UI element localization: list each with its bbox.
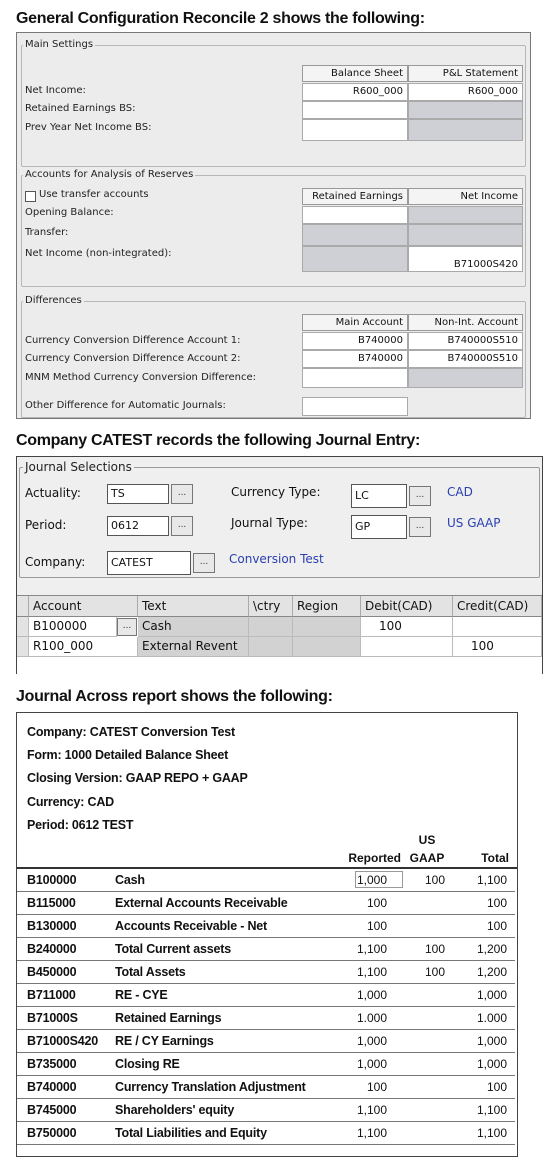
report-row: [17, 1053, 515, 1076]
company-description: Conversion Test: [229, 552, 324, 566]
grid-row-2-country[interactable]: [249, 637, 293, 657]
grid-header-credit[interactable]: Credit(CAD): [453, 596, 542, 617]
report-row-us-gaap: 100: [424, 965, 445, 979]
col-non-int-account: Non-Int. Account: [408, 314, 523, 331]
col-retained-earnings: Retained Earnings: [302, 188, 408, 205]
report-row-total: 1,000: [476, 1057, 507, 1071]
report-row-total: 1,100: [476, 1126, 507, 1140]
report-row-name: RE - CYE: [115, 988, 168, 1002]
grid-row-1-account[interactable]: B100000: [29, 617, 117, 637]
report-row-reported: 1.000: [356, 1011, 387, 1025]
period-browse-button[interactable]: ...: [171, 516, 193, 536]
report-row-code: B735000: [27, 1057, 77, 1071]
report-row-code: B750000: [27, 1126, 77, 1140]
report-row-code: B71000S: [27, 1011, 78, 1025]
report-row-us-gaap: 100: [424, 942, 445, 956]
grid-row-1-text[interactable]: Cash: [138, 617, 249, 637]
grid-row-2-debit[interactable]: [361, 637, 453, 657]
col-header-us: US: [418, 833, 436, 847]
report-currency-line: Currency: CAD: [27, 795, 114, 809]
net-income-label: Net Income:: [25, 85, 86, 96]
net-income-non-integrated-ni-field[interactable]: B71000S420: [408, 246, 523, 272]
period-label: Period:: [25, 518, 67, 532]
transfer-label: Transfer:: [25, 227, 69, 238]
report-row: [17, 1122, 515, 1145]
grid-row-1-region[interactable]: [293, 617, 361, 637]
report-row-code: B711000: [27, 988, 76, 1002]
report-row-name: Accounts Receivable - Net: [115, 919, 267, 933]
net-income-bs-field[interactable]: R600_000: [302, 83, 408, 101]
grid-header-account[interactable]: Account: [29, 596, 138, 617]
grid-row-2-text[interactable]: External Revent: [138, 637, 249, 657]
company-browse-button[interactable]: ...: [193, 553, 215, 573]
report-row-total: 1.000: [476, 1011, 507, 1025]
report-row: [17, 984, 515, 1007]
report-row-code: B71000S420: [27, 1034, 98, 1048]
col-header-gaap: GAAP: [409, 851, 445, 865]
report-row-total: 1,100: [476, 1103, 507, 1117]
ccd-account-1-main-field[interactable]: B740000: [302, 332, 408, 350]
report-row-name: Closing RE: [115, 1057, 180, 1071]
mnm-method-label: MNM Method Currency Conversion Difference:: [25, 372, 256, 383]
report-row-code: B115000: [27, 896, 76, 910]
report-row-reported: 100: [366, 1080, 387, 1094]
grid-header-debit[interactable]: Debit(CAD): [361, 596, 453, 617]
grid-row-1-account-browse-button[interactable]: ...: [117, 618, 137, 636]
currency-type-browse-button[interactable]: ...: [409, 486, 431, 506]
prev-year-bs-field[interactable]: [302, 119, 408, 141]
actuality-browse-button[interactable]: ...: [171, 484, 193, 504]
ccd-account-1-nonint-field[interactable]: B740000S510: [408, 332, 523, 350]
grid-row-2-handle[interactable]: [17, 637, 29, 657]
report-closing-version-line: Closing Version: GAAP REPO + GAAP: [27, 771, 248, 785]
ccd-account-2-label: Currency Conversion Difference Account 2:: [25, 353, 241, 364]
retained-earnings-pl-field: [408, 101, 523, 119]
report-row-name: Cash: [115, 873, 145, 887]
grid-row-2-credit[interactable]: 100: [453, 637, 542, 657]
report-row-reported: 1,100: [356, 965, 387, 979]
general-config-panel: [16, 32, 531, 419]
report-row-reported: 1,100: [356, 1126, 387, 1140]
general-config-heading: General Configuration Reconcile 2 shows the following:: [16, 10, 425, 27]
reserves-title: Accounts for Analysis of Reserves: [25, 169, 194, 180]
report-row-code: B130000: [27, 919, 77, 933]
report-row-name: Total Current assets: [115, 942, 231, 956]
company-input[interactable]: CATEST: [107, 551, 191, 575]
other-difference-label: Other Difference for Automatic Journals:: [25, 400, 226, 411]
report-row-us-gaap: 100: [424, 873, 445, 887]
report-row: [17, 1099, 515, 1122]
report-row-total: 100: [486, 896, 507, 910]
grid-row-1-country[interactable]: [249, 617, 293, 637]
report-row-code: B240000: [27, 942, 77, 956]
journal-type-description: US GAAP: [447, 516, 501, 530]
report-form-line: Form: 1000 Detailed Balance Sheet: [27, 748, 229, 762]
grid-row-1-credit[interactable]: [453, 617, 542, 637]
period-input[interactable]: 0612: [107, 516, 169, 536]
report-row: [17, 1076, 515, 1099]
actuality-label: Actuality:: [25, 486, 81, 500]
company-heading: Company CATEST records the following Journal Entry:: [16, 432, 420, 449]
currency-type-label: Currency Type:: [231, 485, 321, 499]
report-row-total: 1,200: [476, 942, 507, 956]
company-label: Company:: [25, 555, 86, 569]
col-net-income: Net Income: [408, 188, 523, 205]
mnm-nonint-field: [408, 368, 523, 388]
currency-type-description: CAD: [447, 485, 473, 499]
net-income-pl-field[interactable]: R600_000: [408, 83, 523, 101]
report-row: [17, 915, 515, 938]
journal-entry-panel: [16, 456, 543, 674]
report-row-total: 1,100: [476, 873, 507, 887]
net-income-non-integrated-label: Net Income (non-integrated):: [25, 248, 172, 259]
opening-balance-re-field[interactable]: [302, 206, 408, 224]
report-row-total: 100: [486, 919, 507, 933]
report-row-total: 1,000: [476, 1034, 507, 1048]
report-row: [17, 1007, 515, 1030]
retained-earnings-bs-field[interactable]: [302, 101, 408, 119]
differences-title: Differences: [25, 295, 82, 306]
opening-balance-label: Opening Balance:: [25, 207, 114, 218]
use-transfer-accounts-label: Use transfer accounts: [39, 189, 149, 200]
report-row-name: Shareholders' equity: [115, 1103, 235, 1117]
report-row-name: Retained Earnings: [115, 1011, 222, 1025]
report-heading: Journal Across report shows the following:: [16, 688, 333, 705]
prev-year-net-income-label: Prev Year Net Income BS:: [25, 122, 152, 133]
report-row: [17, 869, 515, 892]
prev-year-pl-field: [408, 119, 523, 141]
report-period-line: Period: 0612 TEST: [27, 818, 134, 832]
report-row-reported: 1,000: [356, 1057, 387, 1071]
net-income-non-integrated-re-field: [302, 246, 408, 272]
report-cell-focus-box: [355, 871, 403, 888]
report-row-reported: 1,000: [356, 873, 387, 887]
journal-type-browse-button[interactable]: ...: [409, 517, 431, 537]
main-settings-title: Main Settings: [25, 39, 94, 50]
col-header-total: Total: [481, 851, 509, 865]
opening-balance-ni-field: [408, 206, 523, 224]
grid-row-2-region[interactable]: [293, 637, 361, 657]
report-row-total: 1,000: [476, 988, 507, 1002]
report-row: [17, 892, 515, 915]
actuality-input[interactable]: TS: [107, 484, 169, 504]
col-pl-statement: P&L Statement: [408, 65, 523, 82]
report-row: [17, 1030, 515, 1053]
ccd-account-2-main-field[interactable]: B740000: [302, 350, 408, 368]
transfer-re-field: [302, 224, 408, 246]
report-row-reported: 1,100: [356, 942, 387, 956]
journal-across-report: [16, 712, 518, 1157]
report-row-code: B450000: [27, 965, 77, 979]
report-row-reported: 100: [366, 896, 387, 910]
ccd-account-2-nonint-field[interactable]: B740000S510: [408, 350, 523, 368]
grid-corner: [17, 596, 29, 617]
col-balance-sheet: Balance Sheet: [302, 65, 408, 82]
grid-header-text[interactable]: Text: [138, 596, 249, 617]
col-header-reported: Reported: [348, 851, 401, 865]
report-row-name: External Accounts Receivable: [115, 896, 288, 910]
use-transfer-accounts-checkbox[interactable]: [25, 191, 36, 202]
grid-row-1-handle[interactable]: [17, 617, 29, 637]
retained-earnings-bs-label: Retained Earnings BS:: [25, 103, 136, 114]
journal-type-input[interactable]: GP: [351, 515, 407, 539]
grid-row-1-debit[interactable]: 100: [361, 617, 453, 637]
report-row-code: B740000: [27, 1080, 77, 1094]
report-row-code: B100000: [27, 873, 77, 887]
other-difference-field[interactable]: [302, 397, 408, 416]
report-row-total: 1,200: [476, 965, 507, 979]
report-row: [17, 961, 515, 984]
mnm-main-field[interactable]: [302, 368, 408, 388]
report-company-line: Company: CATEST Conversion Test: [27, 725, 235, 739]
journal-grid: [17, 595, 542, 674]
transfer-ni-field: [408, 224, 523, 246]
grid-row-2-account[interactable]: R100_000: [29, 637, 138, 657]
journal-type-label: Journal Type:: [231, 516, 308, 530]
report-row-reported: 1,000: [356, 1034, 387, 1048]
col-main-account: Main Account: [302, 314, 408, 331]
report-row-name: Total Liabilities and Equity: [115, 1126, 267, 1140]
report-row-reported: 1,000: [356, 988, 387, 1002]
grid-header-region[interactable]: Region: [293, 596, 361, 617]
currency-type-input[interactable]: LC: [351, 484, 407, 508]
report-row-code: B745000: [27, 1103, 77, 1117]
report-row-reported: 1,100: [356, 1103, 387, 1117]
report-row-reported: 100: [366, 919, 387, 933]
grid-header-country[interactable]: \ctry: [249, 596, 293, 617]
report-row-name: RE / CY Earnings: [115, 1034, 214, 1048]
report-row-total: 100: [486, 1080, 507, 1094]
report-row-name: Total Assets: [115, 965, 186, 979]
ccd-account-1-label: Currency Conversion Difference Account 1:: [25, 335, 241, 346]
report-row: [17, 938, 515, 961]
report-row-name: Currency Translation Adjustment: [115, 1080, 306, 1094]
journal-selections-title: Journal Selections: [25, 460, 132, 474]
